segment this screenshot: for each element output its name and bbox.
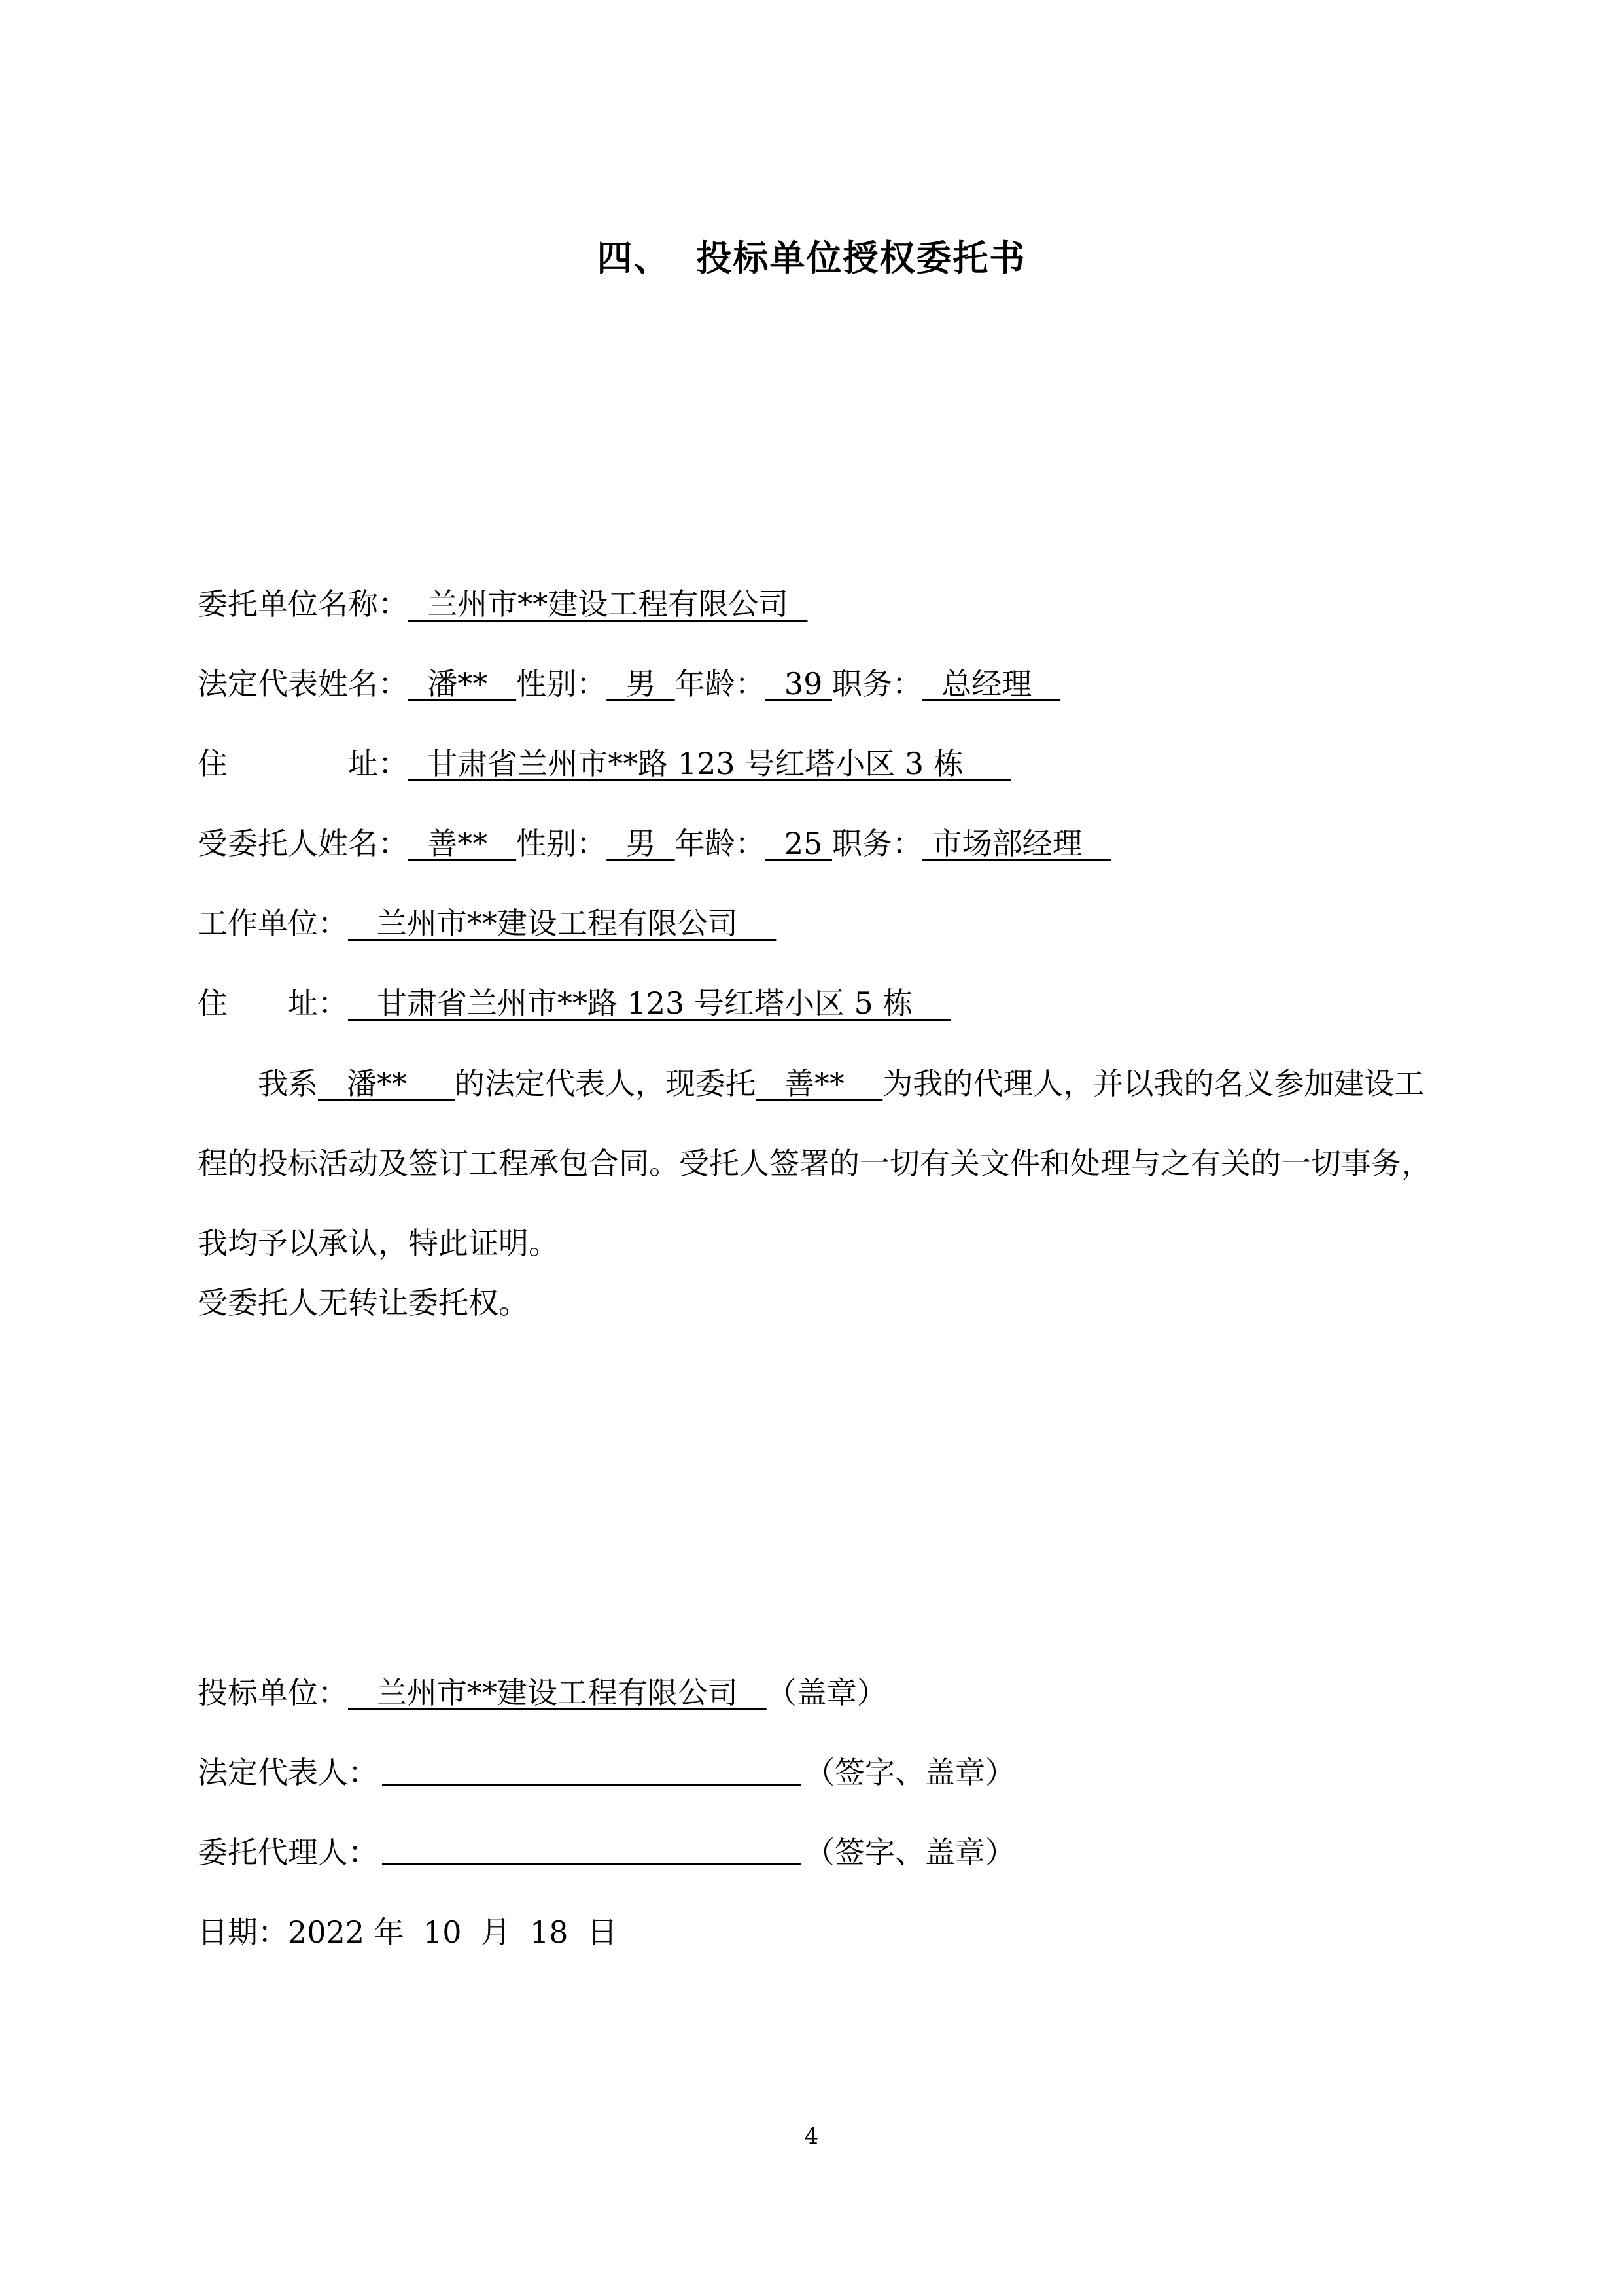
work-unit-label: 工作单位： (198, 906, 348, 941)
principal-unit-value: 兰州市**建设工程有限公司 (408, 586, 808, 622)
bid-unit-label: 投标单位： (198, 1675, 348, 1710)
statement-part2: 的法定代表人，现委托 (454, 1066, 756, 1101)
agent-age: 25 (765, 826, 833, 861)
legal-rep-gender-label: 性别： (516, 666, 607, 701)
statement-part1: 我系 (258, 1066, 318, 1101)
statement-agent-name: 善** (755, 1066, 883, 1101)
agent-gender-label: 性别： (516, 826, 607, 861)
bid-unit-note: （盖章） (766, 1675, 887, 1710)
agent-title: 市场部经理 (922, 826, 1111, 861)
section-number: 四、 (597, 238, 671, 279)
legal-rep-sign-line (198, 1753, 1015, 1792)
legal-rep-name: 潘** (408, 666, 517, 701)
work-unit-line (198, 904, 776, 943)
agent-sign-line (198, 1833, 1015, 1872)
title-text: 投标单位授权委托书 (696, 238, 1026, 279)
page-number: 4 (804, 2123, 819, 2149)
address2-label: 住 址： (198, 985, 348, 1021)
agent-title-label: 职务： (832, 826, 923, 861)
agent-age-label: 年龄： (674, 826, 765, 861)
legal-rep-title: 总经理 (922, 666, 1061, 701)
principal-unit-line (198, 584, 808, 624)
work-unit-value: 兰州市**建设工程有限公司 (348, 906, 777, 941)
legal-rep-title-label: 职务： (832, 666, 923, 701)
no-transfer-text: 受委托人无转让委托权。 (198, 1285, 529, 1320)
statement-rep-name: 潘** (318, 1066, 455, 1101)
bid-unit-value: 兰州市**建设工程有限公司 (348, 1675, 767, 1710)
legal-rep-gender: 男 (606, 666, 675, 701)
legal-rep-age: 39 (765, 666, 833, 701)
agent-label: 受委托人姓名： (198, 826, 408, 861)
legal-rep-sign-note: （签字、盖章） (805, 1755, 1015, 1790)
agent-name: 善** (408, 826, 517, 861)
address1-line (198, 744, 1011, 783)
legal-rep-signature-blank (382, 1757, 801, 1786)
agent-line (198, 824, 1111, 863)
legal-rep-sign-label: 法定代表人： (198, 1755, 378, 1790)
page-title (0, 230, 1623, 281)
date-line (198, 1913, 618, 1952)
agent-signature-blank (382, 1837, 801, 1865)
address1-label: 住 址： (198, 746, 408, 781)
address2-value: 甘肃省兰州市**路 123 号红塔小区 5 栋 (348, 985, 951, 1021)
principal-unit-label: 委托单位名称： (198, 586, 408, 622)
date-label: 日期： (198, 1915, 288, 1950)
legal-rep-label: 法定代表姓名： (198, 666, 408, 701)
address2-line (198, 983, 951, 1023)
legal-rep-line (198, 664, 1060, 703)
date-value: 2022 年 10 月 18 日 (288, 1915, 618, 1950)
agent-gender: 男 (606, 826, 675, 861)
statement-paragraph (198, 1044, 1440, 1283)
bid-unit-line (198, 1673, 887, 1712)
address1-value: 甘肃省兰州市**路 123 号红塔小区 3 栋 (408, 746, 1011, 781)
legal-rep-age-label: 年龄： (674, 666, 765, 701)
agent-sign-label: 委托代理人： (198, 1835, 378, 1870)
statement-part3: 为我的代理人，并以我的名义参加建设工程的投标活动及签订工程承包合同。受托人签署的一切有关文件和处理与之有关的一切事务，我均予以承认，特此证明。 (198, 1066, 1431, 1261)
agent-sign-note: （签字、盖章） (805, 1835, 1015, 1870)
